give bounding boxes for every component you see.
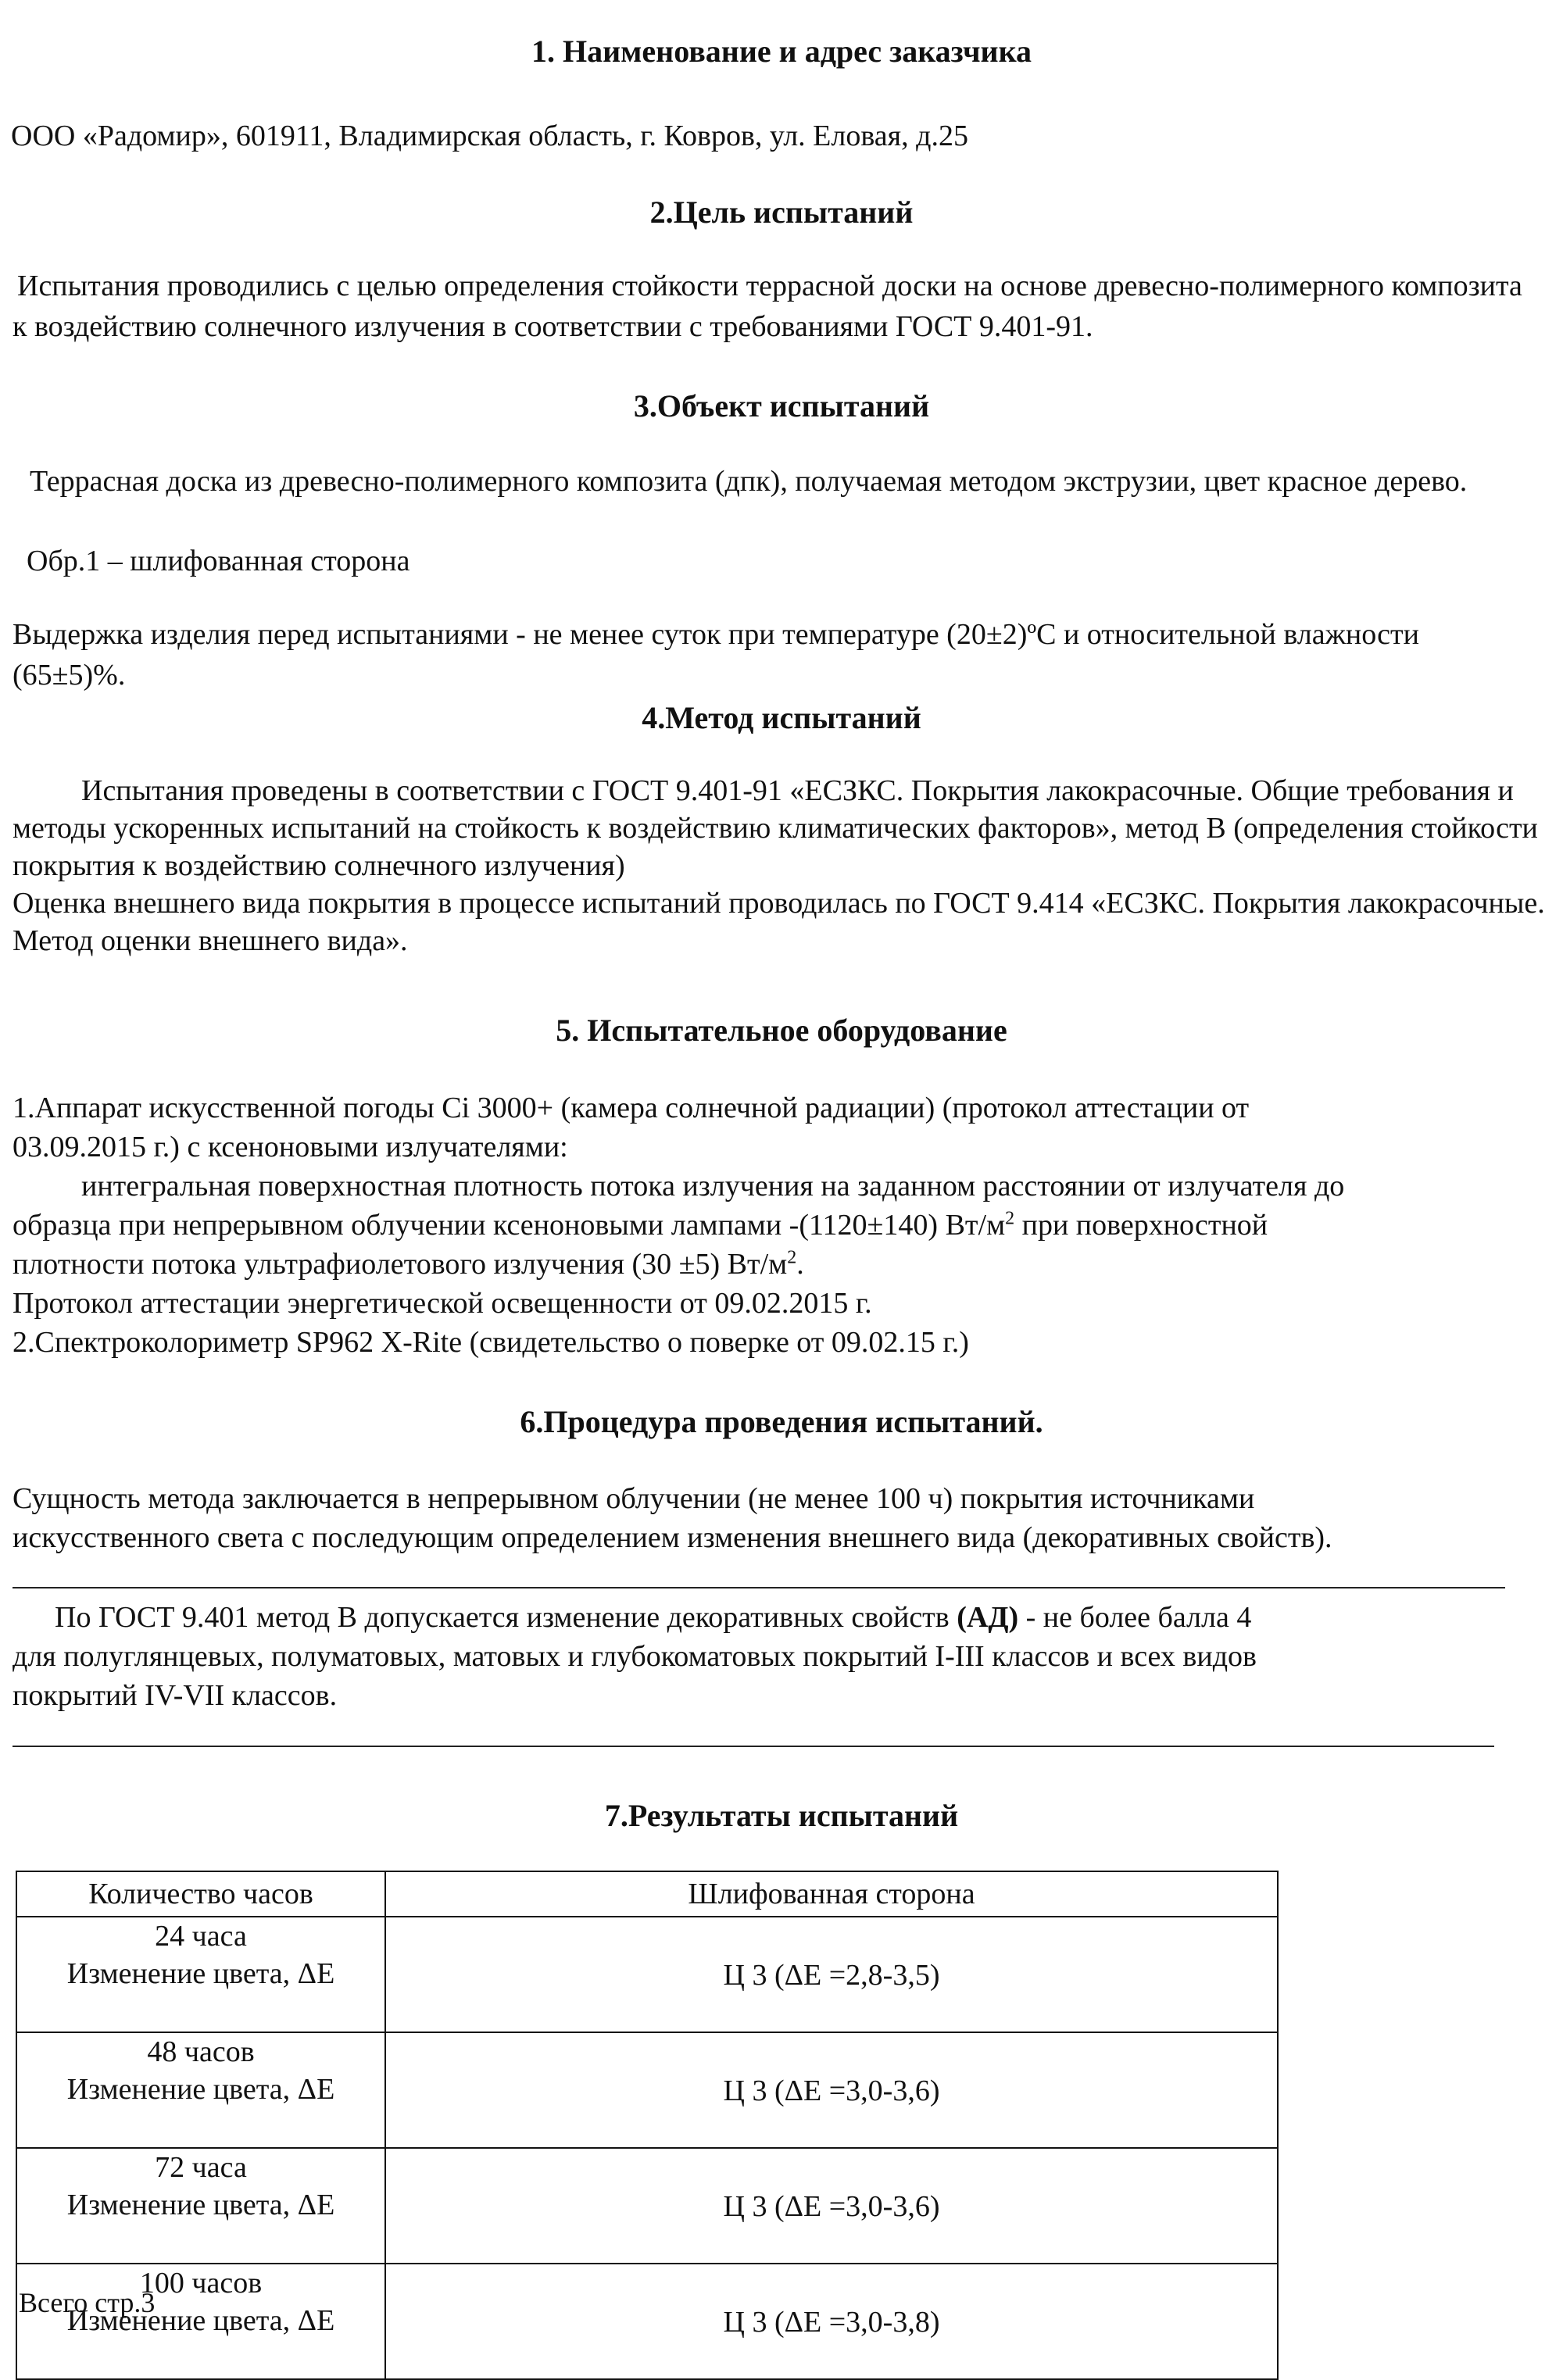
hours-cell [16, 2264, 385, 2379]
divider-top [13, 1587, 1505, 1588]
table-row [16, 1917, 1278, 2032]
result-cell: Ц 3 (ΔЕ =2,8-3,5) [385, 1917, 1278, 2032]
equipment-line-6: Протокол аттестации энергетической освещенности от 09.02.2015 г. [13, 1287, 872, 1320]
result-cell: Ц 3 (ΔЕ =3,0-3,6) [385, 2032, 1278, 2148]
section-7-title: 7.Результаты испытаний [604, 1798, 959, 1833]
equipment-line-4-tail: при поверхностной [1014, 1209, 1268, 1242]
test-method-text: Испытания проведены в соответствии с ГОСТ 9.401-91 «ЕСЗКС. Покрытия лакокрасочные. Общие требования и методы ускоренных испытаний на стойкость к воздействию климатических факторов», метод В (определения стойкости покрытия к воздействию солнечного излучения) [13, 774, 1538, 882]
results-table [16, 1871, 1279, 2380]
equipment-line-4-text: образца при непрерывном облучении ксеноновыми лампами -(1120±140) Вт/м [13, 1209, 1006, 1242]
column-header-polished-side: Шлифованная сторона [385, 1871, 1278, 1917]
divider-bottom [13, 1746, 1494, 1747]
sample-description: Обр.1 – шлифованная сторона [27, 545, 410, 577]
hours-value: 48 часов [147, 2035, 255, 2068]
equipment-line-5 [13, 1245, 804, 1283]
section-1-title: 1. Наименование и адрес заказчика [531, 34, 1032, 69]
conditioning-text: Выдержка изделия перед испытаниями - не менее суток при температуре (20±2)ºС и относительной влажности (65±5)%. [13, 618, 1419, 691]
requirement-line-2: для полуглянцевых, полуматовых, матовых и глубокоматовых покрытий I-III классов и всех видов [13, 1640, 1257, 1673]
requirement-line-1 [55, 1599, 1251, 1636]
section-5-title: 5. Испытательное оборудование [556, 1013, 1007, 1048]
superscript: 2 [1005, 1208, 1015, 1229]
table-row [16, 2032, 1278, 2148]
section-4-title: 4.Метод испытаний [642, 700, 921, 735]
test-purpose-text: Испытания проводились с целью определения стойкости террасной доски на основе древесно-полимерного композита к воздействию солнечного излучения в соответствии с требованиями ГОСТ 9.401-91. [13, 270, 1522, 343]
hours-cell [16, 2032, 385, 2148]
table-row [16, 2264, 1278, 2379]
customer-address: ООО «Радомир», 601911, Владимирская область, г. Ковров, ул. Еловая, д.25 [11, 120, 968, 152]
superscript: 2 [787, 1247, 797, 1268]
color-change-label: Изменение цвета, ΔЕ [66, 2304, 335, 2337]
color-change-label: Изменение цвета, ΔЕ [66, 2189, 335, 2221]
equipment-line-1: 1.Аппарат искусственной погоды Ci 3000+ (камера солнечной радиации) (протокол аттестации от [13, 1092, 1250, 1124]
equipment-line-4 [13, 1206, 1268, 1244]
equipment-line-5-text: плотности потока ультрафиолетового излучения (30 ±5) Вт/м [13, 1248, 788, 1281]
equipment-line-2: 03.09.2015 г.) с ксеноновыми излучателями: [13, 1131, 568, 1163]
result-cell: Ц 3 (ΔЕ =3,0-3,6) [385, 2148, 1278, 2264]
equipment-line-7: 2.Спектроколориметр SP962 X-Rite (свидетельство о поверке от 09.02.15 г.) [13, 1326, 969, 1359]
hours-value: 24 часа [155, 1920, 247, 1953]
equipment-line-5-tail: . [796, 1248, 804, 1281]
hours-cell [16, 2148, 385, 2264]
section-2-title: 2.Цель испытаний [649, 195, 914, 230]
color-change-label: Изменение цвета, ΔЕ [66, 1957, 335, 1990]
test-object-text: Террасная доска из древесно-полимерного композита (дпк), получаемая методом экструзии, цвет красное дерево. [30, 465, 1468, 498]
section-6-title: 6.Процедура проведения испытаний. [520, 1404, 1043, 1439]
equipment-line-3: интегральная поверхностная плотность потока излучения на заданном расстоянии от излучателя до [81, 1170, 1345, 1203]
requirement-text: По ГОСТ 9.401 метод В допускается изменение декоративных свойств [55, 1601, 957, 1634]
procedure-line-2: искусственного света с последующим определением изменения внешнего вида (декоративных свойств). [13, 1521, 1332, 1554]
hours-value: 72 часа [155, 2151, 247, 2184]
column-header-hours: Количество часов [16, 1871, 385, 1917]
procedure-line-1: Сущность метода заключается в непрерывном облучении (не менее 100 ч) покрытия источниками [13, 1482, 1255, 1515]
page-count: Всего стр.3 [19, 2287, 156, 2318]
requirement-limit: - не более балла 4 [1018, 1601, 1252, 1634]
requirement-code: (АД) [957, 1601, 1019, 1634]
hours-cell [16, 1917, 385, 2032]
section-3-title: 3.Объект испытаний [633, 388, 930, 423]
result-cell: Ц 3 (ΔЕ =3,0-3,8) [385, 2264, 1278, 2379]
color-change-label: Изменение цвета, ΔЕ [66, 2073, 335, 2106]
requirement-line-3: покрытий IV-VII классов. [13, 1679, 338, 1712]
table-header-row [16, 1871, 1278, 1917]
appearance-evaluation-text: Оценка внешнего вида покрытия в процессе испытаний проводилась по ГОСТ 9.414 «ЕСЗКС. Покрытия лакокрасочные. Метод оценки внешнего вида». [13, 887, 1545, 957]
table-row [16, 2148, 1278, 2264]
hours-value: 100 часов [139, 2267, 263, 2300]
